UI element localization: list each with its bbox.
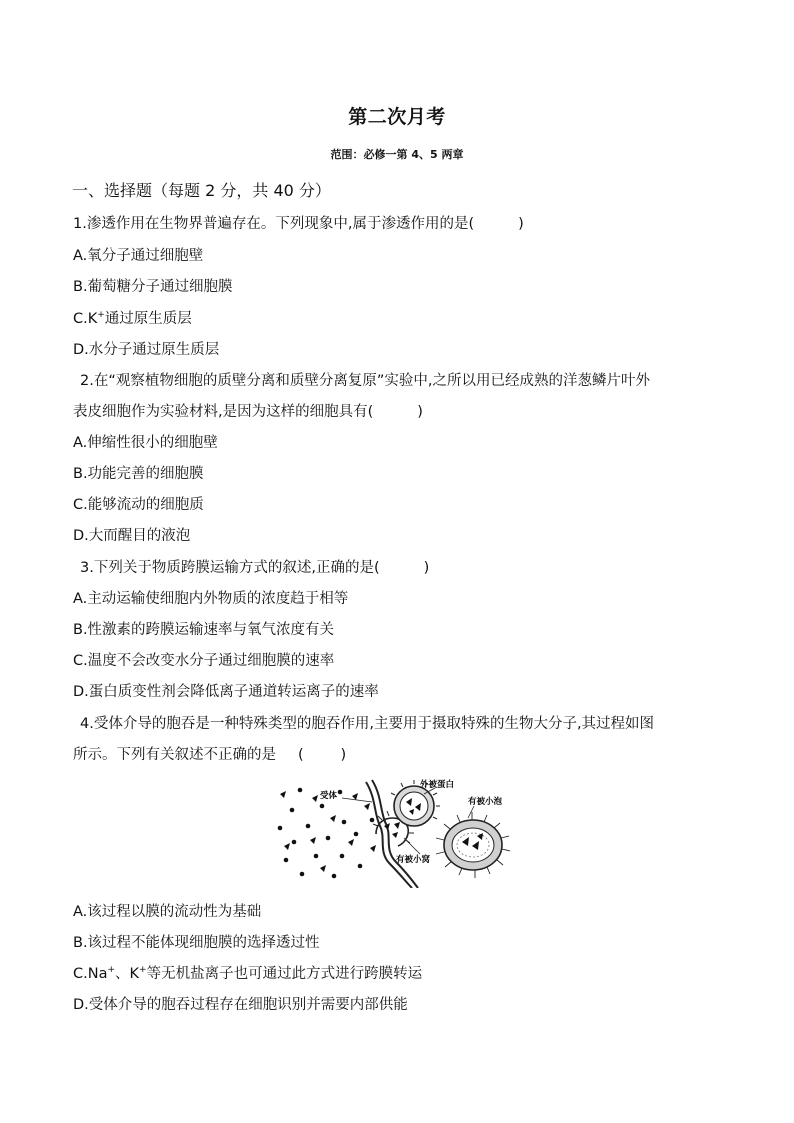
dot-molecules bbox=[278, 788, 375, 879]
q2-option-a: A.伸缩性很小的细胞壁 bbox=[73, 435, 218, 451]
triangle-ligands bbox=[280, 791, 376, 872]
q4-stem-line1: 4.受体介导的胞吞是一种特殊类型的胞吞作用,主要用于摄取特殊的生物大分子,其过程如图 bbox=[80, 716, 655, 732]
page-title: 第二次月考 bbox=[348, 106, 446, 128]
q1-option-c-sup: + bbox=[97, 310, 105, 321]
q2-option-c: C.能够流动的细胞质 bbox=[73, 497, 204, 513]
q4-option-c-mid: 、K bbox=[115, 966, 140, 982]
q2-stem-line2-text: 表皮细胞作为实验材料,是因为这样的细胞具有( bbox=[73, 404, 374, 420]
q2-option-b: B.功能完善的细胞膜 bbox=[73, 466, 204, 482]
q1-option-b: B.葡萄糖分子通过细胞膜 bbox=[73, 279, 233, 295]
section-heading: 一、选择题（每题 2 分，共 40 分） bbox=[72, 181, 331, 200]
q3-option-d: D.蛋白质变性剂会降低离子通道转运离子的速率 bbox=[73, 684, 379, 700]
label-coated-pit: 有被小窝 bbox=[396, 855, 431, 865]
q3-stem bbox=[80, 558, 429, 578]
q3-option-c: C.温度不会改变水分子通过细胞膜的速率 bbox=[73, 653, 335, 669]
label-receptor: 受体 bbox=[320, 791, 338, 801]
q4-option-b: B.该过程不能体现细胞膜的选择透过性 bbox=[73, 935, 320, 951]
q3-option-a: A.主动运输使细胞内外物质的浓度趋于相等 bbox=[73, 591, 349, 607]
q4-option-c-sup2: + bbox=[139, 965, 147, 976]
q4-option-c-post: 等无机盐离子也可通过此方式进行跨膜转运 bbox=[146, 966, 423, 982]
q1-option-c-pre: C.K bbox=[73, 311, 98, 327]
q4-stem-line2-text: 所示。下列有关叙述不正确的是 bbox=[73, 747, 276, 763]
endocytosis-figure bbox=[272, 776, 522, 888]
label-coated-vesicle: 有被小泡 bbox=[468, 797, 503, 807]
q4-option-c-pre: C.Na bbox=[73, 966, 108, 982]
q3-stem-text: 3.下列关于物质跨膜运输方式的叙述,正确的是( bbox=[80, 560, 380, 576]
q3-option-b: B.性激素的跨膜运输速率与氧气浓度有关 bbox=[73, 622, 335, 638]
q2-option-d: D.大而醒目的液泡 bbox=[73, 528, 191, 544]
q1-option-d: D.水分子通过原生质层 bbox=[73, 342, 220, 358]
q1-close-paren: ) bbox=[518, 216, 524, 232]
q1-stem bbox=[73, 214, 524, 234]
q1-stem-text: 1.渗透作用在生物界普遍存在。下列现象中,属于渗透作用的是( bbox=[73, 216, 475, 232]
exam-range: 范围：必修一第 4、5 两章 bbox=[330, 148, 464, 161]
q3-close-paren: ) bbox=[423, 560, 430, 576]
q1-option-a: A.氧分子通过细胞壁 bbox=[73, 248, 204, 264]
q2-stem-line2 bbox=[73, 402, 423, 422]
q1-option-c-post: 通过原生质层 bbox=[104, 311, 192, 327]
q4-option-d: D.受体介导的胞吞过程存在细胞识别并需要内部供能 bbox=[73, 997, 408, 1013]
coated-vesicle-lower bbox=[436, 812, 510, 878]
label-coat-protein: 外被蛋白 bbox=[420, 780, 455, 790]
q4-option-a: A.该过程以膜的流动性为基础 bbox=[73, 904, 262, 920]
q4-stem-line2 bbox=[73, 745, 346, 765]
q4-option-c-sup1: + bbox=[107, 965, 116, 976]
q4-option-c bbox=[73, 964, 422, 984]
q2-stem-line1: 2.在“观察植物细胞的质壁分离和质壁分离复原”实验中,之所以用已经成熟的洋葱鳞片叶外 bbox=[80, 373, 650, 389]
q4-answer-paren: ( ) bbox=[298, 747, 347, 763]
q1-option-c bbox=[73, 309, 192, 329]
q2-close-paren: ) bbox=[417, 404, 423, 420]
